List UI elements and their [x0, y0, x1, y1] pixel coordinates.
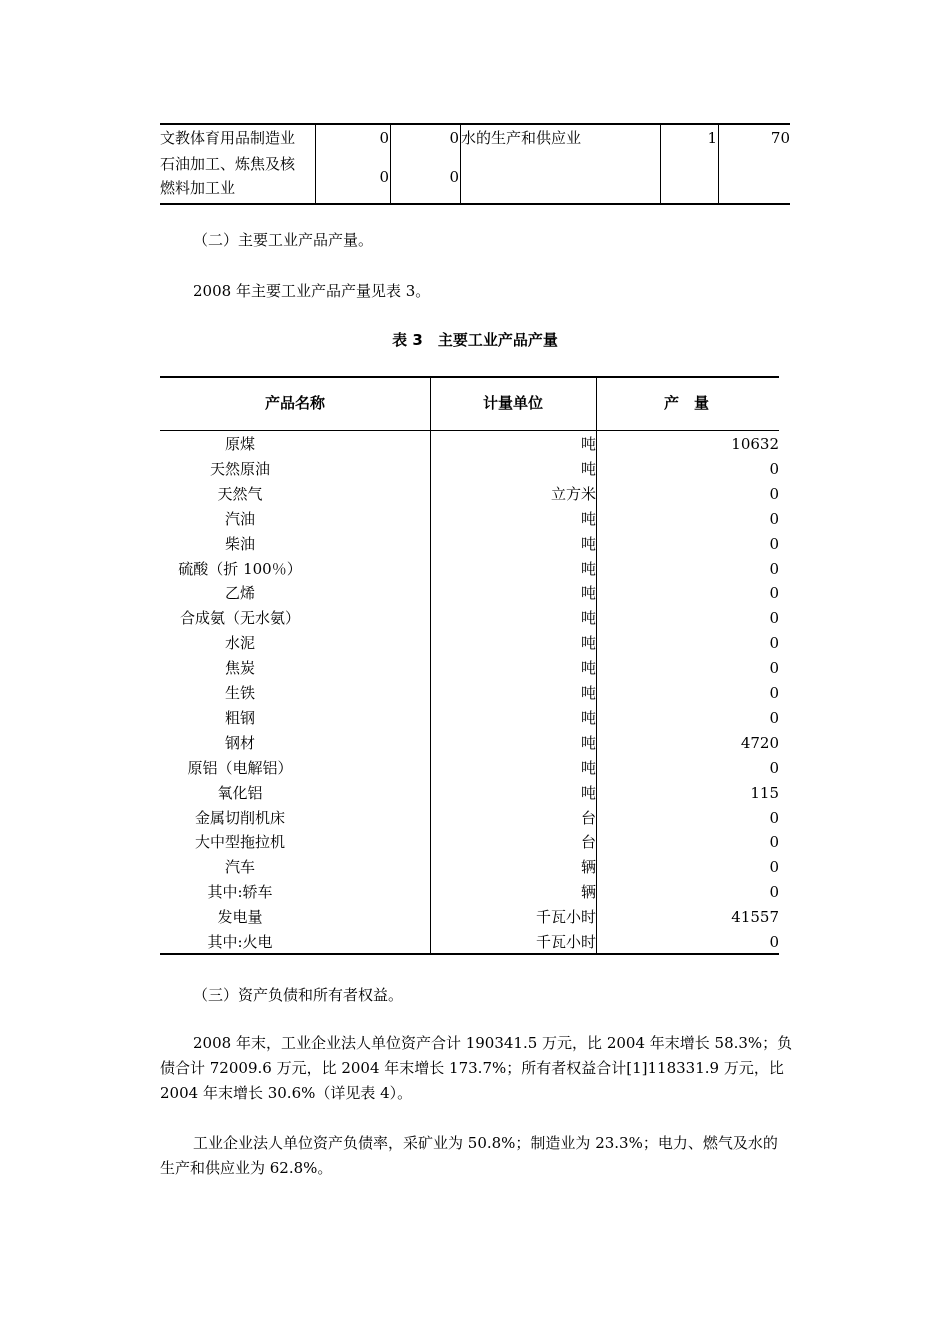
table-caption: 表 3 主要工业产品产量 [392, 331, 558, 349]
table-row [160, 706, 779, 731]
unit-cell: 台 [580, 808, 596, 827]
column-header: 计量单位 [482, 394, 543, 412]
table-row [160, 806, 779, 831]
output-value: 10632 [731, 435, 779, 453]
product-name: 合成氨（无水氨） [179, 609, 300, 628]
table-row [160, 880, 779, 905]
product-name: 大中型拖拉机 [194, 833, 285, 852]
product-name: 原煤 [224, 435, 255, 453]
table-row [160, 557, 779, 582]
output-value: 0 [769, 634, 779, 653]
product-name: 汽油 [224, 509, 255, 528]
table-row [160, 606, 779, 631]
product-output-table [160, 376, 779, 955]
product-name: 金属切削机床 [194, 808, 285, 827]
unit-cell: 千瓦小时 [535, 933, 596, 951]
output-value: 0 [769, 883, 779, 902]
table-row [160, 930, 779, 955]
output-value: 0 [769, 659, 779, 678]
table-row [160, 855, 779, 880]
output-value: 4720 [740, 733, 779, 752]
unit-cell: 吨 [580, 684, 596, 702]
output-value: 0 [769, 684, 779, 702]
paragraph-line: 2008 年末，工业企业法人单位资产合计 190341.5 万元，比 2004 年末增长 58.3%；负 [193, 1034, 793, 1052]
product-name: 天然气 [217, 484, 263, 503]
table-cell: 0 [449, 168, 459, 186]
product-name: 其中:轿车 [207, 883, 273, 902]
section-heading: （二）主要工业产品产量。 [193, 231, 374, 249]
table-cell: 1 [707, 129, 717, 147]
table-row [160, 905, 779, 930]
table-cell: 文教体育用品制造业 [160, 129, 296, 147]
output-value: 0 [769, 584, 779, 603]
product-name: 其中:火电 [207, 933, 273, 951]
product-name: 硫酸（折 100％） [178, 559, 302, 578]
table-row [160, 830, 779, 855]
output-value: 0 [769, 858, 779, 877]
unit-cell: 吨 [580, 659, 596, 678]
product-name: 钢材 [224, 733, 255, 752]
table-cell: 0 [449, 129, 459, 147]
table-cell: 0 [379, 168, 389, 186]
output-value: 115 [750, 783, 779, 802]
product-name: 水泥 [224, 634, 255, 653]
unit-cell: 吨 [580, 634, 596, 653]
unit-cell: 辆 [580, 883, 596, 902]
paragraph-line: 生产和供应业为 62.8%。 [160, 1159, 333, 1177]
unit-cell: 吨 [580, 559, 596, 578]
table-row [160, 681, 779, 706]
table-cell: 70 [770, 129, 790, 147]
table-cell: 燃料加工业 [160, 179, 236, 197]
product-name: 氧化铝 [217, 783, 263, 802]
product-name: 原铝（电解铝） [187, 758, 293, 777]
unit-cell: 吨 [580, 435, 596, 453]
continuation-table [160, 123, 790, 205]
product-name: 柴油 [224, 534, 255, 553]
product-name: 粗钢 [224, 708, 255, 727]
output-value: 41557 [731, 908, 779, 927]
unit-cell: 吨 [580, 459, 596, 478]
unit-cell: 吨 [580, 708, 596, 727]
unit-cell: 立方米 [550, 484, 596, 503]
paragraph: 2008 年主要工业产品产量见表 3。 [193, 282, 431, 300]
table-row [160, 781, 779, 806]
unit-cell: 辆 [580, 858, 596, 877]
output-value: 0 [769, 758, 779, 777]
product-name: 生铁 [224, 684, 255, 702]
table-row [160, 581, 779, 606]
table-row [160, 532, 779, 557]
unit-cell: 吨 [580, 733, 596, 752]
table-rule [160, 430, 779, 431]
section-heading: （三）资产负债和所有者权益。 [193, 986, 404, 1004]
table-row [160, 656, 779, 681]
unit-cell: 吨 [580, 509, 596, 528]
unit-cell: 吨 [580, 534, 596, 553]
table-row [160, 482, 779, 507]
table-row [160, 457, 779, 482]
product-name: 乙烯 [224, 584, 255, 603]
table-row [160, 731, 779, 756]
unit-cell: 吨 [580, 609, 596, 628]
output-value: 0 [769, 609, 779, 628]
table-cell: 水的生产和供应业 [461, 129, 582, 147]
table-cell: 石油加工、炼焦及核 [160, 155, 296, 173]
unit-cell: 吨 [580, 584, 596, 603]
product-name: 焦炭 [224, 659, 255, 678]
paragraph-line: 工业企业法人单位资产负债率，采矿业为 50.8%；制造业为 23.3%；电力、燃气及水的 [193, 1134, 778, 1152]
unit-cell: 吨 [580, 783, 596, 802]
output-value: 0 [769, 559, 779, 578]
output-value: 0 [769, 708, 779, 727]
table-row [160, 756, 779, 781]
table-row [160, 432, 779, 457]
paragraph-line: 债合计 72009.6 万元，比 2004 年末增长 173.7%；所有者权益合计[1]118331.9 万元，比 [160, 1059, 784, 1077]
output-value: 0 [769, 933, 779, 951]
output-value: 0 [769, 484, 779, 503]
unit-cell: 吨 [580, 758, 596, 777]
unit-cell: 千瓦小时 [535, 908, 596, 927]
column-header: 产品名称 [264, 394, 325, 412]
table-cell: 0 [379, 129, 389, 147]
output-value: 0 [769, 833, 779, 852]
product-name: 汽车 [224, 858, 255, 877]
column-header: 产 量 [664, 394, 710, 412]
output-value: 0 [769, 534, 779, 553]
product-name: 发电量 [217, 908, 263, 927]
output-value: 0 [769, 808, 779, 827]
output-value: 0 [769, 459, 779, 478]
product-name: 天然原油 [209, 459, 270, 478]
paragraph-line: 2004 年末增长 30.6%（详见表 4）。 [160, 1084, 413, 1102]
output-value: 0 [769, 509, 779, 528]
table-row [160, 507, 779, 532]
unit-cell: 台 [580, 833, 596, 852]
table-row [160, 631, 779, 656]
